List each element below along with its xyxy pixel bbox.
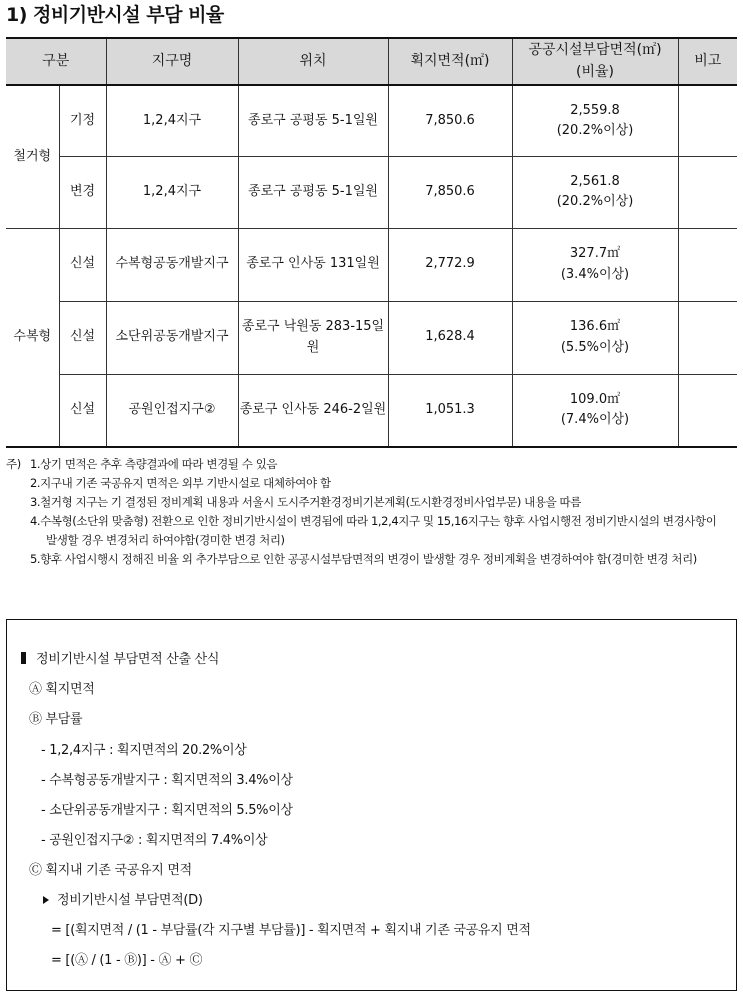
header-district: 지구명 — [106, 38, 238, 85]
formula-d-heading — [43, 889, 203, 908]
row-burden-ratio: (20.2%이상) — [556, 122, 634, 138]
table-row — [6, 301, 737, 374]
footnote-text: 1.상기 면적은 추후 측량결과에 따라 변경될 수 있음 — [30, 457, 278, 471]
row-remarks — [678, 156, 737, 228]
row-remarks — [678, 85, 737, 156]
header-category: 구분 — [6, 38, 106, 85]
row-district: 소단위공동개발지구 — [106, 301, 238, 374]
triangle-right-icon — [43, 896, 49, 904]
row-location: 종로구 인사동 131일원 — [238, 228, 388, 301]
row-burden-value: 2,561.8 — [570, 173, 620, 189]
row-burden-ratio: (5.5%이상) — [560, 339, 630, 355]
header-remarks: 비고 — [678, 38, 737, 85]
row-area: 2,772.9 — [388, 228, 512, 301]
row-location: 종로구 낙원동 283-15일원 — [238, 301, 388, 374]
header-burden-line1: 공공시설부담면적(㎡) — [528, 41, 662, 58]
row-area: 1,051.3 — [388, 374, 512, 447]
formula-box — [6, 619, 737, 991]
table-header-row — [6, 38, 737, 85]
table-row — [6, 228, 737, 301]
formula-b-item: - 공원인접지구② : 획지면적의 7.4%이상 — [41, 833, 268, 848]
row-remarks — [678, 301, 737, 374]
row-location: 종로구 인사동 246-2일원 — [238, 374, 388, 447]
row-district: 공원인접지구② — [106, 374, 238, 447]
footnote-item-continuation: 발생할 경우 변경처리 하여야함(경미한 변경 처리) — [46, 533, 285, 547]
group-label: 철거형 — [6, 85, 59, 228]
header-area: 획지면적(㎡) — [388, 38, 512, 85]
formula-d-heading-text: 정비기반시설 부담면적(D) — [57, 893, 203, 908]
row-type: 신설 — [59, 301, 106, 374]
row-burden-value: 109.0㎡ — [569, 392, 621, 408]
row-burden-ratio: (20.2%이상) — [556, 194, 634, 209]
row-area: 7,850.6 — [388, 156, 512, 228]
header-burden — [512, 38, 678, 85]
footnote-item: 3.철거형 지구는 기 결정된 정비계획 내용과 서울시 도시주거환경정비기본계획(도시환경정비사업부문) 내용을 따름 — [30, 495, 581, 509]
row-location: 종로구 공평동 5-1일원 — [238, 85, 388, 156]
row-district: 1,2,4지구 — [106, 85, 238, 156]
footnote-item: 4.수복형(소단위 맞춤형) 전환으로 인한 정비기반시설이 변경됨에 따라 1,2,4지구 및 15,16지구는 향후 사업시행전 정비기반시설의 변경사항이 — [30, 514, 717, 528]
formula-heading — [21, 648, 219, 667]
formula-heading-text: 정비기반시설 부담면적 산출 산식 — [36, 652, 220, 667]
footnotes — [6, 455, 741, 569]
row-burden — [512, 85, 678, 156]
square-bullet-icon — [21, 652, 26, 664]
row-burden-value: 136.6㎡ — [569, 319, 621, 335]
burden-ratio-table — [6, 37, 737, 448]
section-title: 1) 정비기반시설 부담 비율 — [6, 4, 224, 26]
row-location: 종로구 공평동 5-1일원 — [238, 156, 388, 228]
row-remarks — [678, 374, 737, 447]
footnote-item — [6, 455, 741, 474]
formula-b-item: - 1,2,4지구 : 획지면적의 20.2%이상 — [41, 743, 247, 758]
formula-b-item: - 소단위공동개발지구 : 획지면적의 5.5%이상 — [41, 803, 293, 818]
table-row — [6, 156, 737, 228]
header-location: 위치 — [238, 38, 388, 85]
row-type: 신설 — [59, 228, 106, 301]
formula-item-c: Ⓒ 획지내 기존 국공유지 면적 — [29, 863, 192, 878]
row-burden — [512, 228, 678, 301]
row-burden — [512, 301, 678, 374]
table-row — [6, 374, 737, 447]
row-area: 7,850.6 — [388, 85, 512, 156]
row-burden-ratio: (7.4%이상) — [560, 412, 630, 428]
formula-b-item: - 수복형공동개발지구 : 획지면적의 3.4%이상 — [41, 773, 293, 788]
row-type: 기정 — [59, 85, 106, 156]
row-burden-value: 327.7㎡ — [569, 246, 621, 262]
row-burden-ratio: (3.4%이상) — [560, 266, 630, 282]
row-burden — [512, 156, 678, 228]
footnote-lead: 주) — [6, 457, 21, 471]
footnote-item: 2.지구내 기존 국공유지 면적은 외부 기반시설로 대체하여야 함 — [30, 476, 331, 490]
formula-item-b: Ⓑ 부담률 — [29, 712, 83, 727]
formula-equation-2: = [(Ⓐ / (1 - Ⓑ)] - Ⓐ + Ⓒ — [51, 953, 203, 968]
group-label: 수복형 — [6, 228, 59, 447]
row-burden-value: 2,559.8 — [570, 102, 620, 118]
row-type: 신설 — [59, 374, 106, 447]
formula-item-a: Ⓐ 획지면적 — [29, 682, 95, 697]
formula-equation-1: = [(획지면적 / (1 - 부담률(각 지구별 부담률)] - 획지면적 + 획지내 기존 국공유지 면적 — [51, 923, 531, 938]
table-row — [6, 85, 737, 156]
row-district: 1,2,4지구 — [106, 156, 238, 228]
row-remarks — [678, 228, 737, 301]
row-type: 변경 — [59, 156, 106, 228]
header-burden-line2: (비율) — [576, 63, 614, 80]
row-burden — [512, 374, 678, 447]
row-area: 1,628.4 — [388, 301, 512, 374]
footnote-item: 5.향후 사업시행시 정해진 비율 외 추가부담으로 인한 공공시설부담면적의 변경이 발생할 경우 정비계획을 변경하여야 함(경미한 변경 처리) — [30, 552, 697, 566]
row-district: 수복형공동개발지구 — [106, 228, 238, 301]
